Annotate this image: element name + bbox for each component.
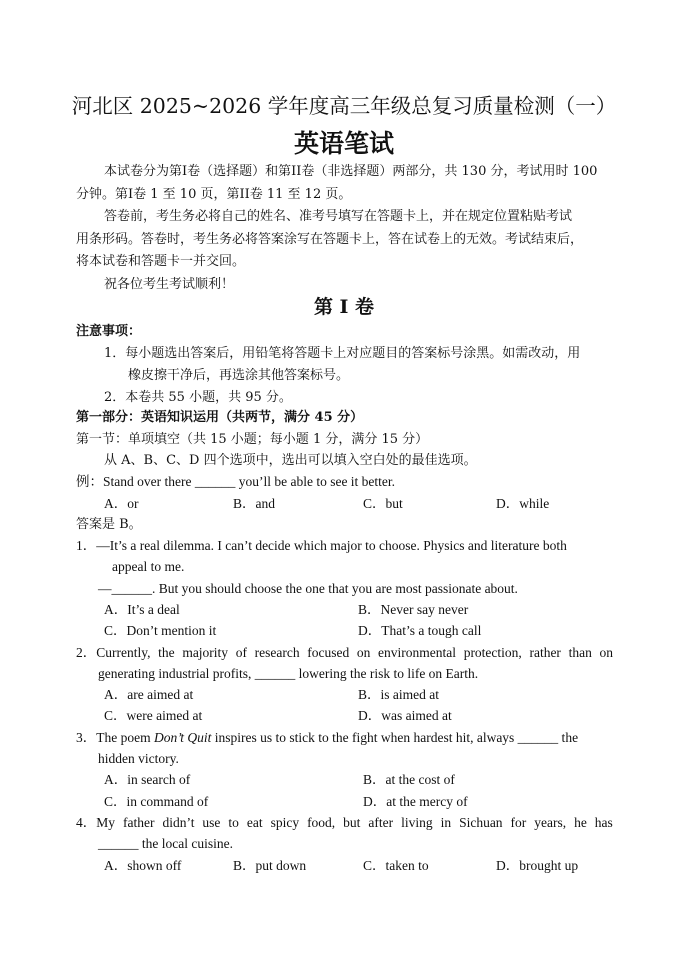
q2-option-b[interactable]: B．is aimed at	[358, 687, 439, 702]
exam-subject: 英语笔试	[293, 129, 394, 158]
q2-stem-word: rather	[529, 645, 561, 660]
subsection1-heading: 第一节：单项填空（共 15 小题；每小题 1 分，满分 15 分）	[76, 432, 429, 447]
example-option-a: A．or	[104, 496, 139, 511]
example-option-b: B．and	[233, 496, 275, 511]
q1-stem-line3: —______. But you should choose the one that you are most passionate about.	[98, 581, 518, 596]
q4-option-c[interactable]: C．taken to	[363, 858, 429, 873]
example-answer: 答案是 B。	[76, 517, 142, 532]
q3-stem-line2: hidden victory.	[98, 751, 179, 766]
intro-p1-line1: 本试卷分为第I卷（选择题）和第II卷（非选择题）两部分，共 130 分，考试用时 100	[104, 164, 598, 179]
q4-stem-line1	[76, 814, 613, 832]
q4-stem-word: in	[440, 815, 452, 830]
q4-option-a[interactable]: A．shown off	[104, 858, 182, 873]
intro-p1-line2: 分钟。第I卷 1 至 10 页，第II卷 11 至 12 页。	[76, 187, 352, 202]
q2-stem-word: majority	[182, 645, 229, 660]
q4-stem-word: after	[368, 815, 394, 830]
q3-option-c[interactable]: C．in command of	[104, 794, 209, 809]
q4-option-d[interactable]: D．brought up	[496, 858, 579, 873]
exam-title: 河北区 2025~2026 学年度高三年级总复习质量检测（一）	[71, 94, 617, 118]
q1-option-a[interactable]: A．It’s a deal	[104, 602, 180, 617]
q2-option-d[interactable]: D．was aimed at	[358, 708, 452, 723]
part1-heading: 第一部分：英语知识运用（共两节，满分 45 分）	[76, 410, 364, 425]
notice-heading: 注意事项：	[76, 324, 142, 339]
notice-item-1-line2: 橡皮擦干净后，再选涂其他答案标号。	[128, 368, 350, 383]
q3-stem-line1	[76, 729, 578, 747]
q4-option-b[interactable]: B．put down	[233, 858, 307, 873]
q4-stem-word: living	[401, 815, 433, 830]
q4-stem-word: father	[122, 815, 155, 830]
q2-stem-line2: generating industrial profits, ______ lowering the risk to life on Earth.	[98, 666, 479, 681]
q4-stem-word: spicy	[270, 815, 300, 830]
q3-poem-title: Don’t Quit	[153, 730, 212, 745]
q4-stem-word: to	[228, 815, 239, 830]
q2-option-c[interactable]: C．were aimed at	[104, 708, 203, 723]
q2-stem-word: on	[599, 645, 613, 660]
q2-stem-word: on	[356, 645, 371, 660]
q1-stem-line2: appeal to me.	[112, 559, 185, 574]
q2-stem-word: environmental	[378, 645, 457, 660]
q1-stem-line1: 1．—It’s a real dilemma. I can’t decide which major to choose. Physics and literature both	[76, 538, 567, 553]
q4-stem-word: eat	[246, 815, 263, 830]
notice-item-2: 2．本卷共 55 小题，共 95 分。	[104, 390, 292, 405]
section-title: 第 I 卷	[313, 296, 375, 318]
q4-stem-word: didn’t	[162, 815, 195, 830]
q3-option-b[interactable]: B．at the cost of	[363, 772, 455, 787]
intro-p2-line2: 用条形码。答卷时，考生务必将答案涂写在答题卡上，答在试卷上的无效。考试结束后，	[76, 232, 584, 247]
q2-stem-word: of	[235, 645, 247, 660]
q2-stem-word: than	[568, 645, 592, 660]
q1-option-c[interactable]: C．Don’t mention it	[104, 623, 217, 638]
instruction: 从 A、B、C、D 四个选项中，选出可以填入空白处的最佳选项。	[104, 453, 477, 468]
q4-stem-word: but	[343, 815, 361, 830]
notice-item-1-line1: 1．每小题选出答案后，用铅笔将答题卡上对应题目的答案标号涂黑。如需改动，用	[104, 346, 581, 361]
q3-stem-post: inspires us to stick to the fight when hardest hit, always ______ the	[211, 730, 579, 745]
q4-stem-word: 4．My	[76, 815, 116, 830]
example-stem: 例：Stand over there ______ you’ll be able to see it better.	[76, 474, 396, 489]
q2-stem-word: 2．Currently,	[76, 645, 151, 660]
q3-option-d[interactable]: D．at the mercy of	[363, 794, 468, 809]
q2-stem-line1	[76, 644, 613, 662]
q4-stem-line2: ______ the local cuisine.	[98, 836, 233, 851]
q2-stem-word: focused	[307, 645, 350, 660]
q3-stem-pre: 3．The poem	[76, 730, 154, 745]
intro-wish: 祝各位考生考试顺利！	[104, 277, 235, 292]
q4-stem-word: years,	[534, 815, 567, 830]
q4-stem-word: food,	[307, 815, 336, 830]
intro-p2-line1: 答卷前，考生务必将自己的姓名、准考号填写在答题卡上，并在规定位置粘贴考试	[104, 209, 573, 224]
intro-p2-line3: 将本试卷和答题卡一并交回。	[76, 254, 246, 269]
q2-stem-word: protection,	[463, 645, 522, 660]
q4-stem-word: use	[202, 815, 221, 830]
example-option-c: C．but	[363, 496, 403, 511]
q4-stem-word: has	[594, 815, 613, 830]
q2-stem-word: research	[254, 645, 300, 660]
q1-option-d[interactable]: D．That’s a tough call	[358, 623, 482, 638]
q4-stem-word: for	[510, 815, 527, 830]
q4-stem-word: he	[574, 815, 587, 830]
example-option-d: D．while	[496, 496, 550, 511]
q2-stem-word: the	[158, 645, 175, 660]
q1-option-b[interactable]: B．Never say never	[358, 602, 469, 617]
q2-option-a[interactable]: A．are aimed at	[104, 687, 194, 702]
q3-option-a[interactable]: A．in search of	[104, 772, 191, 787]
q4-stem-word: Sichuan	[459, 815, 503, 830]
